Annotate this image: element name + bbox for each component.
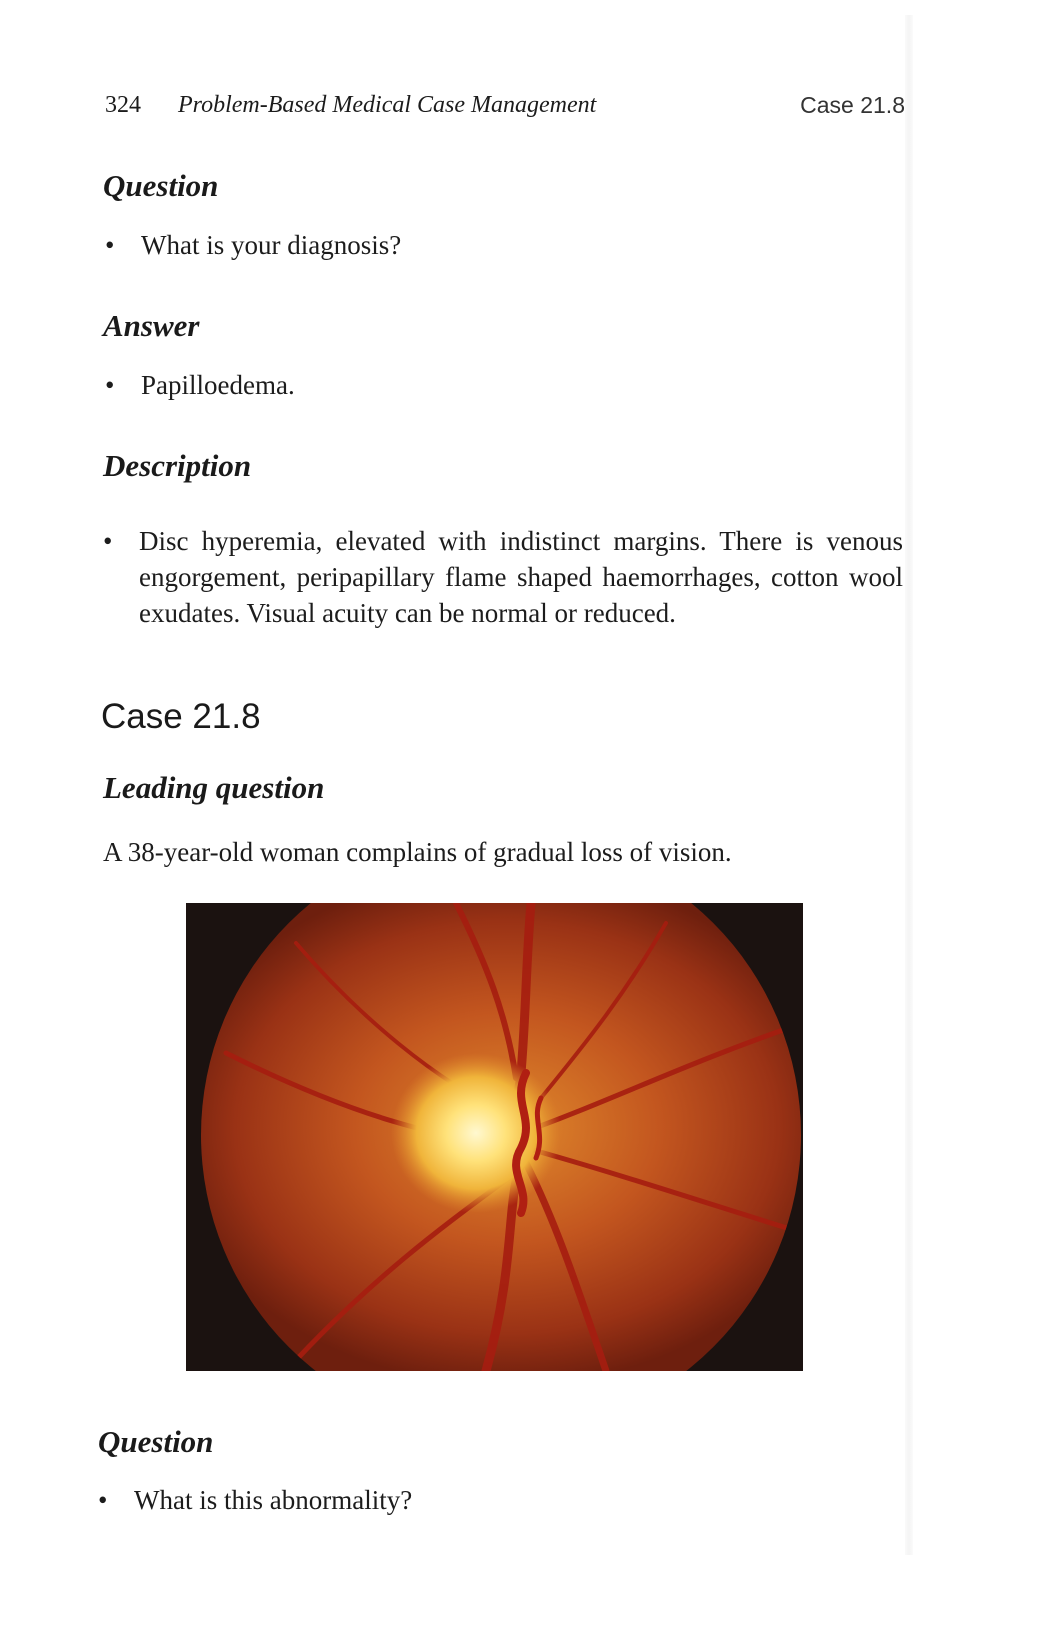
question-heading-2: Question	[98, 1424, 214, 1459]
bullet-icon: •	[98, 1485, 108, 1515]
question-text: What is your diagnosis?	[141, 230, 402, 260]
running-head	[105, 92, 905, 122]
description-heading: Description	[103, 448, 252, 483]
fundus-image-icon	[186, 903, 803, 1371]
fundus-photograph	[186, 903, 803, 1371]
book-title: Problem-Based Medical Case Management	[178, 92, 597, 118]
question-text-2: What is this abnormality?	[134, 1485, 413, 1515]
case-title: Case 21.8	[101, 697, 261, 736]
answer-item	[105, 367, 885, 403]
description-item	[103, 523, 903, 631]
page-edge	[905, 15, 913, 1555]
page-number: 324	[105, 92, 141, 118]
bullet-icon: •	[105, 370, 115, 400]
leading-question-heading: Leading question	[103, 770, 325, 805]
question-heading: Question	[103, 168, 219, 203]
answer-text: Papilloedema.	[141, 370, 295, 400]
leading-question-text: A 38-year-old woman complains of gradual loss of vision.	[103, 837, 732, 867]
answer-heading: Answer	[103, 308, 200, 343]
case-reference: Case 21.8	[800, 92, 905, 118]
bullet-icon: •	[105, 230, 115, 260]
question-item	[105, 227, 885, 263]
question-item-2	[98, 1482, 878, 1518]
bullet-icon: •	[103, 526, 113, 556]
description-text: Disc hyperemia, elevated with indistinct margins. There is venous engorgement, peripapillary flame shaped haemorrhages, cotton wool exudates. Visual acuity can be normal or reduced.	[139, 526, 903, 628]
